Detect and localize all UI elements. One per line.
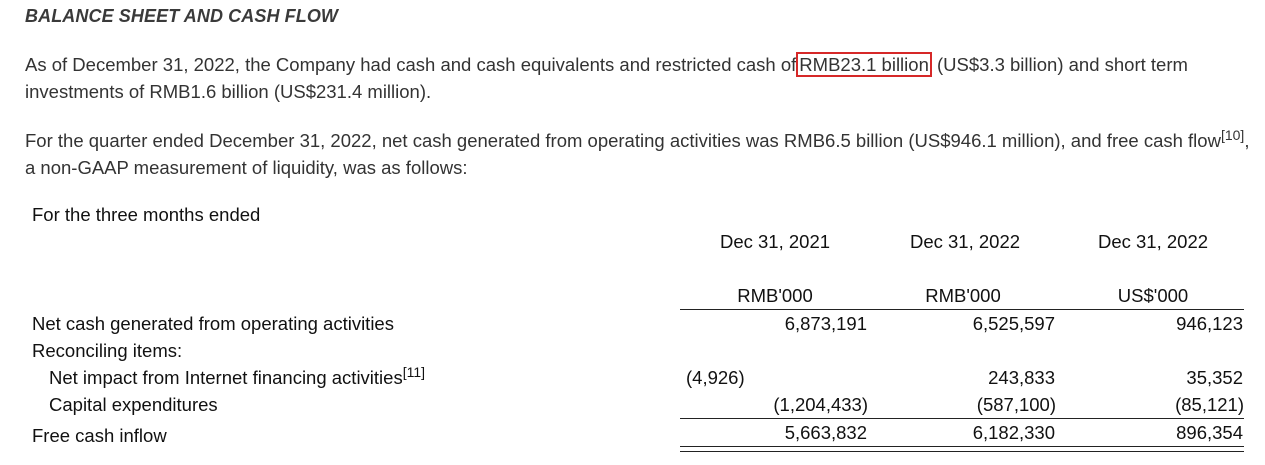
cell-net-cash-2022-rmb: 6,525,597	[972, 313, 1055, 334]
row-label-reconciling: Reconciling items:	[32, 340, 183, 361]
period-label: For the three months ended	[32, 204, 261, 225]
cell-internet-financing-2021: (4,926)	[686, 367, 745, 388]
cash-paragraph	[25, 51, 1255, 105]
cell-free-cash-2022-usd: 896,354	[1176, 422, 1243, 443]
cell-capex-2021: (1,204,433)	[773, 394, 868, 415]
column-date-2: Dec 31, 2022	[909, 231, 1021, 252]
cell-internet-financing-2022-rmb: 243,833	[988, 367, 1055, 388]
total-double-rule	[680, 446, 1244, 452]
highlighted-cash-amount: RMB23.1 billion	[796, 52, 932, 77]
cell-capex-2022-usd: (85,121)	[1175, 394, 1244, 415]
row-label-net-cash: Net cash generated from operating activities	[32, 313, 394, 334]
cell-free-cash-2022-rmb: 6,182,330	[972, 422, 1055, 443]
row-label-capex: Capital expenditures	[49, 394, 218, 415]
cell-net-cash-2022-usd: 946,123	[1176, 313, 1243, 334]
row-label-internet-financing	[49, 364, 426, 389]
cell-capex-2022-rmb: (587,100)	[976, 394, 1056, 415]
column-date-1: Dec 31, 2021	[719, 231, 831, 252]
cell-internet-financing-2022-usd: 35,352	[1186, 367, 1243, 388]
section-title: BALANCE SHEET AND CASH FLOW	[25, 6, 339, 26]
footnote-ref-11: [11]	[402, 364, 426, 380]
subtotal-rule	[680, 418, 1244, 419]
column-date-3: Dec 31, 2022	[1097, 231, 1209, 252]
cell-free-cash-2021: 5,663,832	[784, 422, 867, 443]
cash-flow-paragraph-text-start: For the quarter ended December 31, 2022, net cash generated from operating activities was RMB6.5 billion (US$946.1 million), and free cash flow	[25, 130, 1221, 151]
cell-net-cash-2021: 6,873,191	[784, 313, 867, 334]
cash-paragraph-text-start: As of December 31, 2022, the Company had cash and cash equivalents and restricted cash of	[25, 54, 797, 75]
row-label-free-cash-inflow: Free cash inflow	[32, 425, 167, 446]
cash-flow-paragraph-text-end: , a non-GAAP measurement of liquidity, was as follows:	[25, 130, 1250, 178]
column-unit-3: US$'000	[1117, 285, 1189, 306]
cash-flow-paragraph	[25, 127, 1255, 181]
internet-financing-label-text: Net impact from Internet financing activities	[49, 367, 403, 388]
footnote-ref-10: [10]	[1220, 127, 1245, 143]
column-unit-2: RMB'000	[925, 285, 1001, 306]
column-unit-1: RMB'000	[737, 285, 813, 306]
header-rule	[680, 309, 1244, 310]
cash-paragraph-text-end: (US$3.3 billion) and short term investments of RMB1.6 billion (US$231.4 million).	[25, 54, 1188, 102]
